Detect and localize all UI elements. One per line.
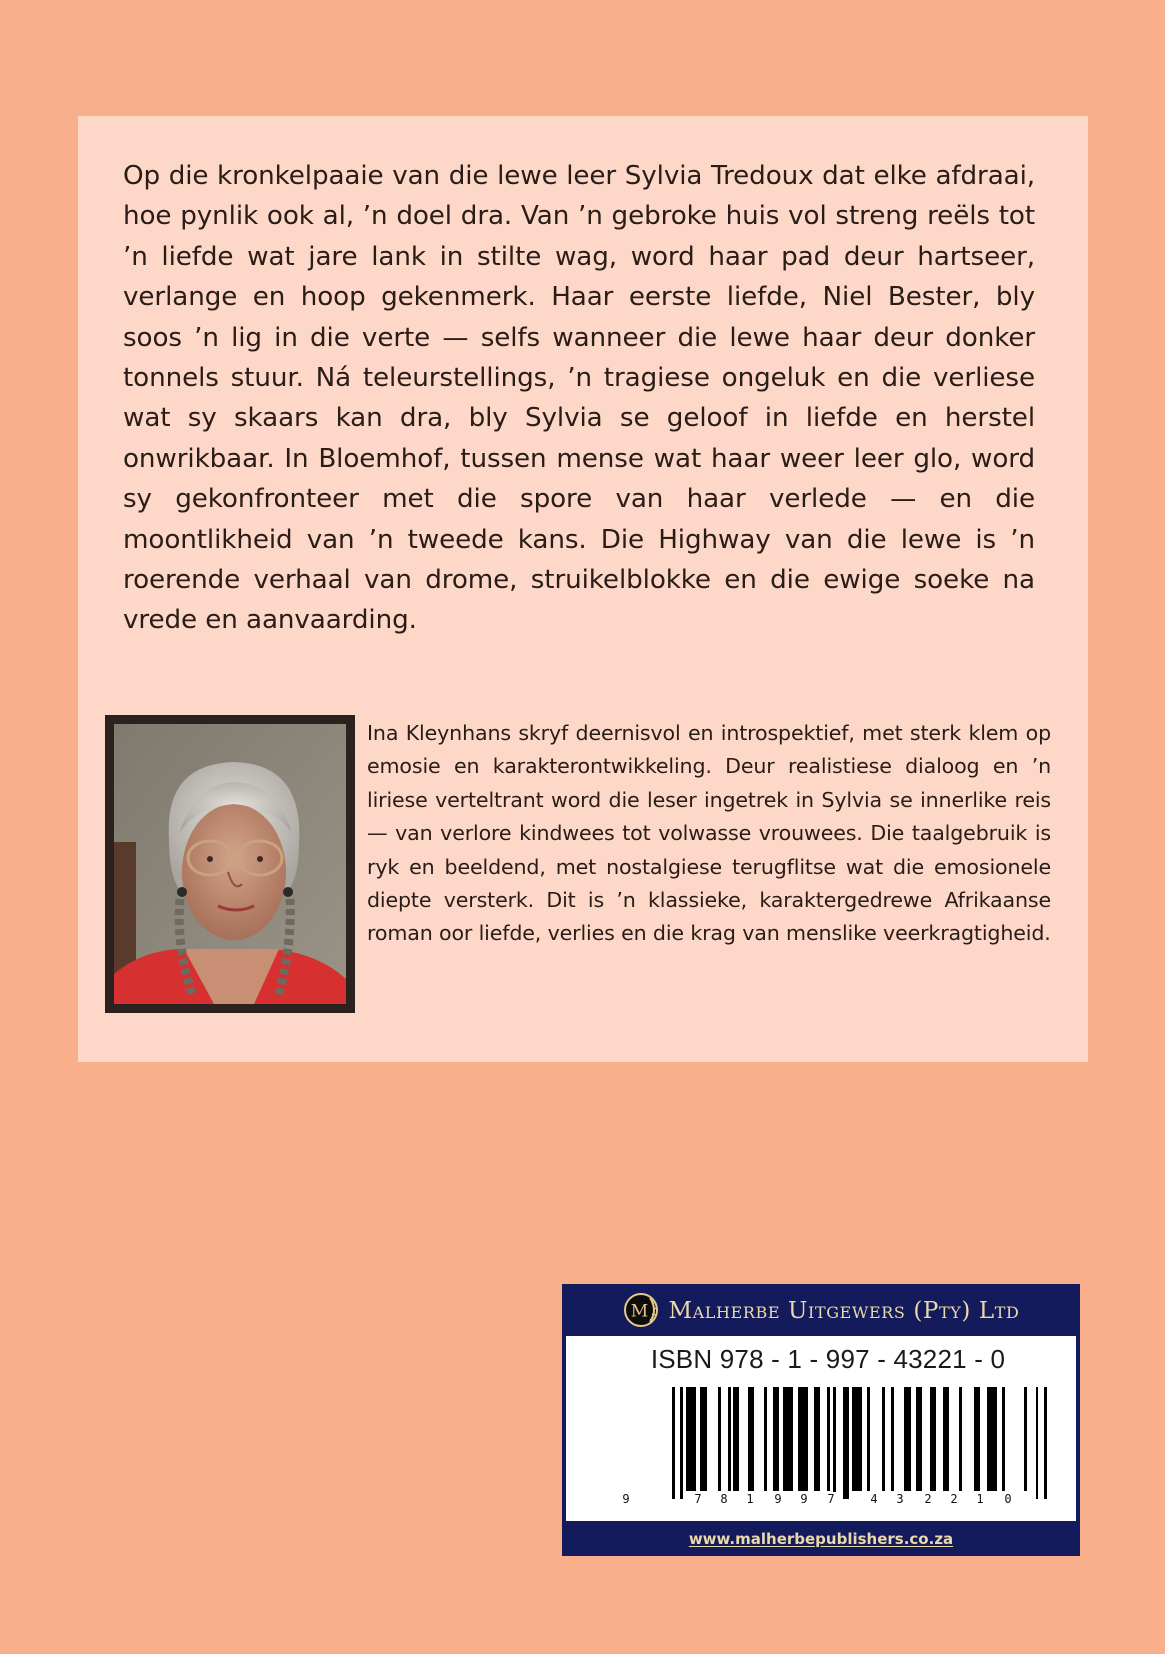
svg-text:M: M [630, 1301, 648, 1322]
barcode-bar [959, 1387, 962, 1491]
barcode-bar [827, 1387, 830, 1491]
barcode-bar [916, 1387, 922, 1491]
barcode-bar [891, 1387, 894, 1491]
barcode-bar [680, 1387, 683, 1499]
barcode-bar [1024, 1387, 1027, 1491]
barcode-bar [764, 1387, 767, 1491]
barcode-bar [1036, 1387, 1038, 1499]
barcode-digit: 7 [692, 1492, 704, 1506]
barcode-bar [930, 1387, 936, 1491]
barcode-digit: 2 [922, 1492, 934, 1506]
barcode-digit: 2 [948, 1492, 960, 1506]
barcode-bar [728, 1387, 731, 1491]
barcode-bar [843, 1387, 849, 1499]
barcode-panel [566, 1336, 1076, 1521]
barcode-bar [943, 1387, 949, 1491]
publisher-header [562, 1284, 1080, 1336]
barcode-digit: 1 [744, 1492, 756, 1506]
barcode-bar [783, 1387, 793, 1491]
publisher-barcode-block [562, 1284, 1080, 1556]
publisher-website-link[interactable]: www.malherbepublishers.co.za [688, 1529, 954, 1548]
publisher-logo-icon [623, 1292, 659, 1328]
barcode-bar [987, 1387, 997, 1491]
barcode-digit: 9 [620, 1492, 632, 1506]
barcode-bar [904, 1387, 911, 1491]
barcode-bar [1002, 1387, 1005, 1491]
isbn-barcode [566, 1336, 1076, 1521]
author-photo-frame [105, 715, 355, 1013]
barcode-bar [833, 1387, 836, 1499]
barcode-digit: 7 [825, 1492, 837, 1506]
barcode-digit: 4 [868, 1492, 880, 1506]
barcode-bar [852, 1387, 862, 1491]
barcode-digit: 0 [1002, 1492, 1014, 1506]
back-cover-blurb-box [78, 116, 1088, 1062]
barcode-bar [773, 1387, 779, 1491]
author-bio: Ina Kleynhans skryf deernisvol en introspektief, met sterk klem op emosie en karakterontwikkeling. Deur realistiese dialoog en ’n liriese verteltrant word die leser ingetrek in Sylvia se innerlike reis — van verlore kindwees tot volwasse vrouwees. Die taalgebruik is ryk en beeldend, met nostalgiese terugflitse wat die emosionele diepte versterk. Dit is ’n klassieke, karaktergedrewe Afrikaanse roman oor liefde, verlies en die krag van menslike veerkragtigheid. [367, 721, 1051, 946]
barcode-digit: 3 [894, 1492, 906, 1506]
barcode-bar [672, 1387, 675, 1499]
barcode-bar [867, 1387, 870, 1491]
barcode-bar [733, 1387, 739, 1491]
barcode-bar [700, 1387, 707, 1491]
barcode-digit: 8 [718, 1492, 730, 1506]
barcode-digit: 9 [798, 1492, 810, 1506]
barcode-bar [814, 1387, 820, 1491]
barcode-bar [748, 1387, 754, 1491]
barcode-bar [1044, 1387, 1047, 1499]
barcode-bar [718, 1387, 721, 1491]
barcode-bar [798, 1387, 808, 1491]
barcode-digit: 9 [772, 1492, 784, 1506]
publisher-name: Malherbe Uitgewers (Pty) Ltd [668, 1298, 1020, 1324]
book-synopsis: Op die kronkelpaaie van die lewe leer Sylvia Tredoux dat elke afdraai, hoe pynlik ook al, ’n doel dra. Van ’n gebroke huis vol streng reëls tot ’n liefde wat jare lank in stilte wag, word haar pad deur hartseer, verlange en hoop gekenmerk. Haar eerste liefde, Niel Bester, bly soos ’n lig in die verte — selfs wanneer die lewe haar deur donker tonnels stuur. Ná teleurstellings, ’n tragiese ongeluk en die verliese wat sy skaars kan dra, bly Sylvia se geloof in liefde en herstel onwrikbaar. In Bloemhof, tussen mense wat haar weer leer glo, word sy gekonfronteer met die spore van haar verlede — en die moontlikheid van ’n tweede kans. Die Highway van die lewe is ’n roerende verhaal van drome, struikelblokke en die ewige soeke na vrede en aanvaarding. [123, 161, 1035, 636]
barcode-digit: 1 [974, 1492, 986, 1506]
barcode-bar [974, 1387, 980, 1491]
isbn-label: ISBN 978 - 1 - 997 - 43221 - 0 [650, 1344, 1006, 1374]
barcode-bar [882, 1387, 885, 1491]
barcode-bar [686, 1387, 696, 1491]
author-photo [114, 724, 346, 1004]
